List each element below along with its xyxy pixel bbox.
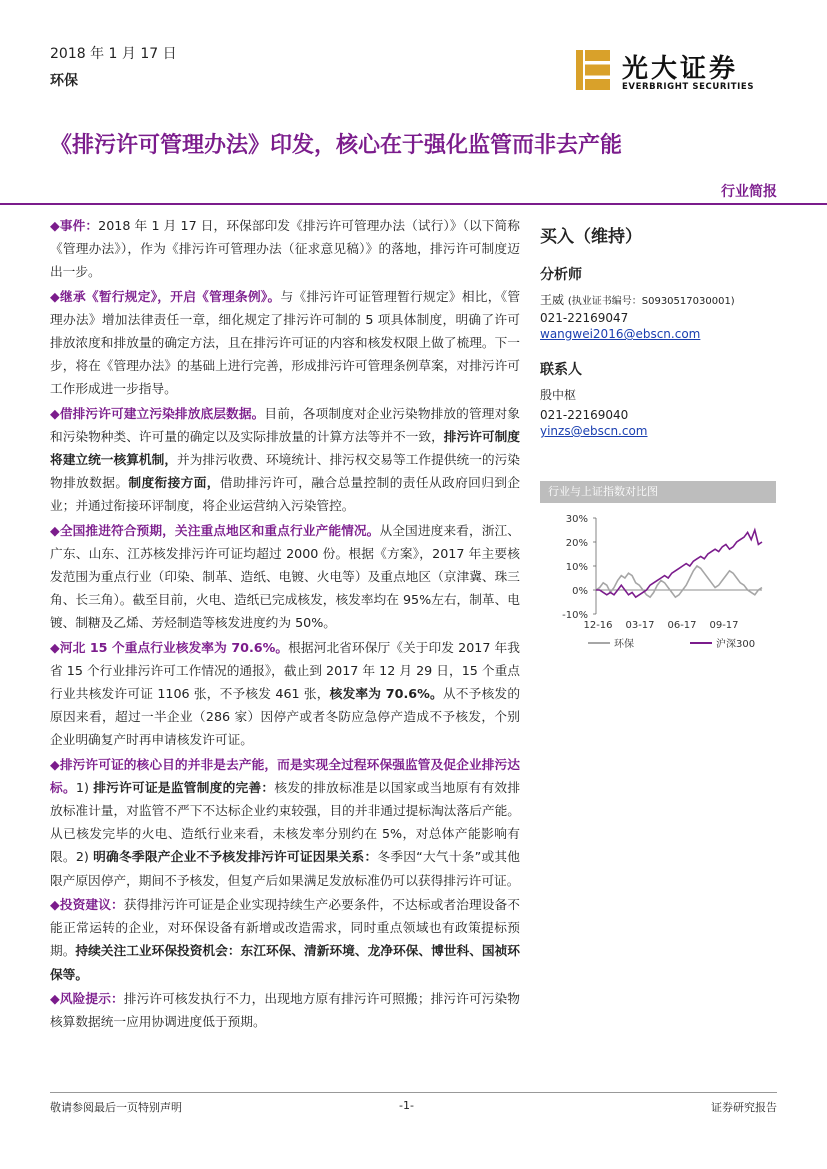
contact-phone: 021-22169040: [540, 408, 629, 422]
x-tick-label: 12-16: [583, 620, 613, 631]
legend-label: 环保: [614, 639, 634, 650]
report-date: 2018 年 1 月 17 日: [50, 46, 177, 62]
x-tick-label: 09-17: [709, 620, 739, 631]
paragraph: [50, 519, 520, 635]
y-tick-label: -10%: [562, 610, 588, 621]
index-comparison-chart: [540, 510, 778, 658]
paragraph-label: ◆全国推进符合预期，关注重点地区和重点行业产能情况。: [50, 522, 380, 538]
bold-text: 核发率为 70.6%。: [329, 686, 443, 702]
analyst-email-link[interactable]: wangwei2016@ebscn.com: [540, 327, 701, 341]
body-text: 并为排污收费、环境统计、排污权交易等工作提供统一的污染物排放数据。: [50, 452, 520, 491]
bold-text: 排污许可制度将建立统一核算机制，: [50, 428, 520, 468]
body-text: 冬季因“大气十条”或其他限产原因停产，期间不予核发，但复产后如果满足发放标准仍可以获得排污许可证。: [50, 849, 520, 888]
logo-text-cn: 光大证券: [622, 54, 739, 84]
analyst-phone: 021-22169047: [540, 311, 629, 325]
analyst-name: 王威: [540, 293, 565, 307]
paragraph-label: ◆事件：: [50, 218, 99, 233]
paragraph: [50, 402, 520, 518]
body-text: 核发的排放标准是以国家或当地原有有效排放标准计量，对监管不严下不达标企业约束较强，目的并非通过提标淘汰落后产能。从已核发完毕的火电、造纸行业来看，未核发率分别约在 5%，对总体产能影响有限。2): [50, 779, 521, 865]
body-text: 根据河北省环保厅《关于印发 2017 年我省 15 个行业排污许可工作情况的通报》，截止到 2017 年 12 月 29 日，15 个重点行业共核发许可证 1106 张，不予核发 461 张，: [50, 639, 520, 702]
contact-name: 殷中枢: [540, 388, 577, 402]
logo-text-en: EVERBRIGHT SECURITIES: [622, 82, 755, 92]
legend-label: 沪深300: [716, 639, 756, 650]
body-text: 与《排污许可证管理暂行规定》相比，《管理办法》增加法律责任一章，细化规定了排污许可制的 5 项具体制度，明确了许可排放浓度和排放量的确定方法，且在排污许可证的内容和核发权限上做了梳理。下一步，将在《管理办法》的基础上进行完善，形成排污许可管理条例草案，对排污许可工作形成进一步指导。: [50, 288, 521, 397]
bold-text: 明确冬季限产企业不予核发排污许可证因果关系：: [93, 849, 378, 865]
sidebar: [540, 222, 780, 439]
y-tick-label: 10%: [565, 562, 588, 573]
paragraph-label: ◆风险提示：: [50, 990, 124, 1006]
contact-heading: 联系人: [540, 362, 582, 378]
y-tick-label: 30%: [565, 514, 588, 525]
contact-email-link[interactable]: yinzs@ebscn.com: [540, 424, 648, 438]
paragraph-label: ◆借排污许可建立污染排放底层数据。: [50, 405, 265, 421]
bold-text: 制度衔接方面，: [128, 475, 220, 491]
body-text: 1): [75, 779, 94, 795]
footer-disclaimer: 敬请参阅最后一页特别声明: [50, 1101, 182, 1114]
body-text: 从不予核发的原因来看，超过一半企业（286 家）因停产或者冬防应急停产造成不予核发，个别企业明确复产时再申请核发许可证。: [50, 686, 521, 748]
footer-divider: [50, 1092, 777, 1093]
sector-label: 环保: [50, 73, 78, 89]
y-tick-label: 20%: [565, 538, 588, 549]
chart-title-bar: [540, 481, 776, 503]
paragraph-label: ◆继承《暂行规定》，开启《管理条例》。: [50, 288, 281, 304]
body-text: 从全国进度来看，浙江、广东、山东、江苏核发排污许可证均超过 2000 份。根据《方案》，2017 年主要核发范围为重点行业（印染、制革、造纸、电镀、火电等）及重点地区（京津冀、珠三角、长三角）。截至目前，火电、造纸已完成核发，核发率均在 95%左右，制革、电镀、制糖及乙烯、芳烃制造等核发进度约为 50%。: [50, 522, 520, 631]
paragraph: [50, 987, 520, 1033]
paragraph-label: ◆排污许可证的核心目的并非是去产能，而是实现全过程环保强监管及促企业排污达标。: [50, 756, 520, 795]
analyst-heading: 分析师: [540, 267, 582, 283]
report-type: 行业简报: [721, 184, 777, 200]
body-text: 目前，各项制度对企业污染物排放的管理对象和污染物种类、许可量的确定以及实际排放量的计算方法等并不一致，: [50, 405, 520, 444]
paragraph: [50, 893, 520, 986]
x-tick-label: 03-17: [625, 620, 655, 631]
page-number: -1-: [399, 1099, 414, 1112]
analyst-cert: (执业证书编号：S0930517030001): [567, 296, 735, 307]
body-text: 2018 年 1 月 17 日，环保部印发《排污许可管理办法（试行）》（以下简称《管理办法》），作为《排污许可管理办法（征求意见稿）》的落地，排污许可制度迈出一步。: [50, 218, 520, 280]
report-title: 《排污许可管理办法》印发，核心在于强化监管而非去产能: [50, 133, 623, 158]
logo-mark-icon: [576, 50, 610, 90]
paragraph-label: ◆河北 15 个重点行业核发率为 70.6%。: [50, 639, 289, 655]
header-divider: [0, 203, 827, 205]
paragraph: [50, 753, 520, 892]
body-text: 借助排污许可，融合总量控制的责任从政府回归到企业；并通过衔接环评制度，将企业运营纳入污染管控。: [50, 475, 521, 514]
chart-title: 行业与上证指数对比图: [548, 485, 658, 498]
paragraph: [50, 285, 520, 401]
paragraph: [50, 636, 520, 752]
paragraph: [50, 214, 520, 284]
analyst-info: [540, 292, 780, 310]
footer-doc-type: 证券研究报告: [711, 1101, 777, 1114]
company-logo: [576, 48, 776, 96]
rating: 买入（维持）: [540, 227, 642, 247]
bold-text: 持续关注工业环保投资机会：东江环保、清新环境、龙净环保、博世科、国祯环保等。: [50, 943, 520, 982]
y-tick-label: 0%: [572, 586, 588, 597]
report-body: [50, 214, 520, 1034]
x-tick-label: 06-17: [667, 620, 697, 631]
bold-text: 排污许可证是监管制度的完善：: [93, 779, 275, 795]
body-text: 排污许可核发执行不力，出现地方原有排污许可照搬；排污许可污染物核算数据统一应用协调进度低于预期。: [50, 990, 520, 1029]
body-text: 获得排污许可证是企业实现持续生产必要条件，不达标或者治理设备不能正常运转的企业，对环保设备有新增或改造需求，同时重点领域也有政策提标预期。: [50, 896, 520, 959]
paragraph-label: ◆投资建议：: [50, 896, 124, 912]
